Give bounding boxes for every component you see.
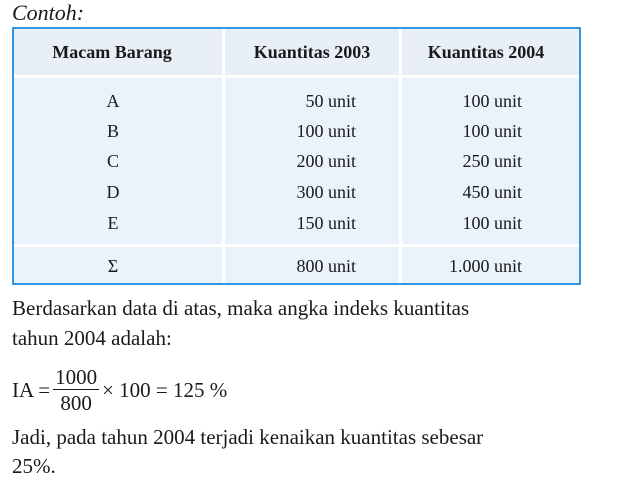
paragraph-conclusion-line-1: Jadi, pada tahun 2004 terjadi kenaikan kuantitas sebesar	[12, 425, 484, 449]
table-row-c-item: C	[106, 151, 120, 171]
table-row-d-item: D	[106, 182, 120, 202]
table-total-2004: 1.000 unit	[448, 256, 522, 276]
quantity-table	[12, 27, 581, 285]
paragraph-intro-line-2: tahun 2004 adalah:	[12, 326, 172, 350]
table-total-symbol: Σ	[107, 256, 119, 276]
header-divider	[14, 75, 579, 78]
formula-numerator: 1000	[55, 364, 98, 389]
table-row-b-2003: 100 unit	[296, 121, 356, 141]
table-row-c-2004: 250 unit	[462, 151, 522, 171]
table-total-2003: 800 unit	[296, 256, 356, 276]
column-divider-2	[399, 29, 402, 283]
table-row-b-2004: 100 unit	[462, 121, 522, 141]
formula-rhs: × 100 = 125 %	[102, 377, 228, 402]
paragraph-conclusion-line-2: 25%.	[12, 454, 56, 478]
paragraph-intro-line-1: Berdasarkan data di atas, maka angka indeks kuantitas	[12, 296, 470, 320]
total-divider	[14, 244, 579, 247]
table-row-a-2004: 100 unit	[462, 91, 522, 111]
header-macam-barang: Macam Barang	[52, 42, 172, 62]
example-heading: Contoh:	[12, 0, 85, 25]
column-divider-1	[222, 29, 225, 283]
formula-fraction	[53, 365, 99, 416]
table-row-b-item: B	[106, 121, 120, 141]
table-row-e-2004: 100 unit	[462, 213, 522, 233]
formula-lhs: IA =	[12, 377, 51, 402]
header-kuantitas-2004: Kuantitas 2004	[427, 42, 545, 62]
table-row-e-2003: 150 unit	[296, 213, 356, 233]
table-row-d-2003: 300 unit	[296, 182, 356, 202]
table-row-e-item: E	[107, 213, 119, 233]
table-row-a-item: A	[106, 91, 120, 111]
header-kuantitas-2003: Kuantitas 2003	[253, 42, 371, 62]
formula-denominator: 800	[60, 390, 92, 415]
table-row-c-2003: 200 unit	[296, 151, 356, 171]
table-row-d-2004: 450 unit	[462, 182, 522, 202]
table-row-a-2003: 50 unit	[305, 91, 356, 111]
index-formula	[12, 362, 227, 418]
